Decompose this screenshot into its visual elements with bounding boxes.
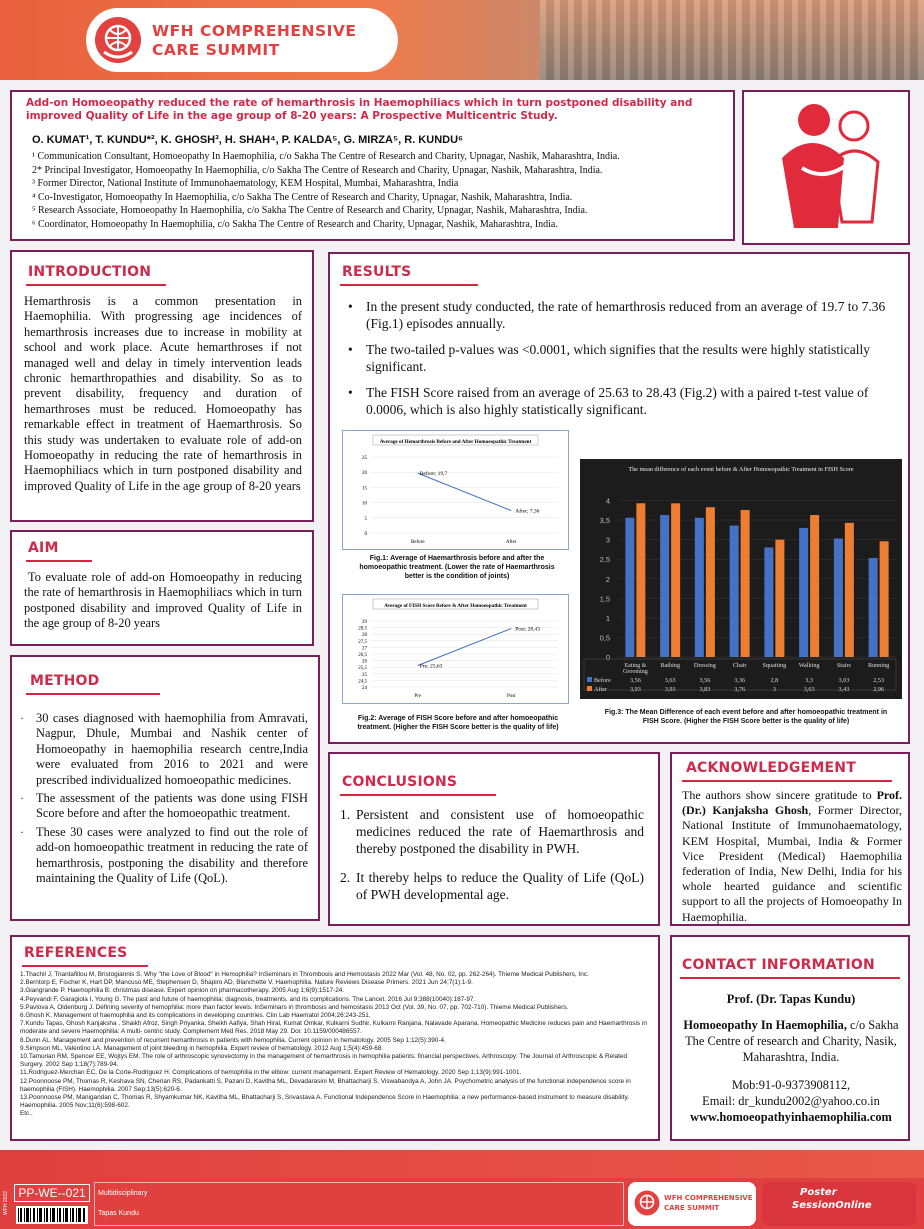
affiliation-3: ³ Former Director, National Institute of Immunohaematology, KEM Hospital, Mumbai, Maharashtra, India: [32, 178, 459, 190]
method-heading: METHOD: [30, 673, 100, 689]
title-panel: [10, 90, 735, 241]
footer-info-box: [94, 1182, 624, 1226]
logo-panel: [742, 90, 910, 245]
bar-after: [810, 515, 819, 657]
affiliation-2: 2* Principal Investigator, Homoeopathy In Haemophilia, c/o Sakha The Centre of Research and Charity, Upnagar, Nashik, Maharashtra, India.: [32, 164, 603, 176]
contact-mobile: Mob:91-0-9373908112,: [731, 1078, 851, 1092]
table-value: 3,83: [699, 686, 711, 693]
series-line: [418, 473, 512, 511]
table-value: 3,56: [629, 677, 641, 684]
wfh-globe-icon: [94, 16, 142, 64]
poster-id: PP-WE--021: [14, 1184, 90, 1202]
contact-email[interactable]: Email: dr_kundu2002@yahoo.co.in: [702, 1094, 880, 1108]
haemophilia-figures-logo: [762, 98, 894, 238]
acknowledgement-panel: [670, 752, 910, 926]
table-value: 2,8: [770, 677, 779, 684]
data-label: Pre; 25,63: [419, 663, 443, 670]
reference-item: 2.Berntorp E, Fischer K, Hart DP, Mancuso ME, Stephensen D, Shapiro AD, Blanchette V. Haemophilia. Nature Reviews Disease Primers. 2021 Jun 24;7(1):1-9.: [20, 979, 473, 987]
y-tick-label: 15: [362, 486, 367, 492]
x-tick-label: Stairs: [836, 662, 851, 669]
method-item-1: 30 cases diagnosed with haemophilia from Amravati, Nagpur, Dhule, Mumbai and Nashik center of Homoeopathy in haemophilia research centre,India were evaluated from 2016 to 2021 and were prescribed individualized homoeopathic medicines.: [36, 711, 308, 787]
fig2-caption: Fig.2: Average of FISH Score before and after homoeopathic treatment. (Higher the FISH Score better is the quality of life): [357, 715, 559, 731]
bar-before: [695, 518, 704, 657]
contact-panel: [670, 935, 910, 1141]
y-tick-label: 26,5: [358, 653, 367, 658]
x-tick-label: Post: [506, 694, 516, 699]
brand-line1: WFH COMPREHENSIVE: [152, 22, 357, 40]
y-tick-label: 20: [362, 471, 367, 477]
table-value: 3,03: [838, 677, 850, 684]
reference-item: 8.Dunn AL. Management and prevention of recurrent hemarthrosis in patients with hemophilia. Current opinion in hematology. 2005 Sep 1;12(5):390-4.: [20, 1036, 446, 1044]
fig3-caption: Fig.3: The Mean Difference of each event before and after homoeopathic treatment in FISH Score. (Higher the FISH Score better is the quality of life): [604, 709, 888, 725]
contact-org: Homoeopathy In Haemophilia, c/o Sakha The Centre of research and Charity, Nasik, Maharashtra, India.: [683, 1018, 899, 1064]
table-value: 2,53: [873, 677, 885, 684]
ack-pre: The authors show sincere gratitude to: [682, 788, 877, 802]
barcode-icon: [16, 1206, 88, 1224]
y-tick-label: 28: [362, 633, 367, 639]
result-item-3: • The FISH Score raised from an average of 25.63 to 28.43 (Fig.2) with a paired t-test value of 0.0006, which is also highly statistically significant.: [348, 384, 888, 418]
x-tick-label: Pre: [414, 694, 422, 699]
poster-title: Add-on Homoeopathy reduced the rate of hemarthrosis in Haemophiliacs which in turn postponed disability and improved Quality of Life in the age group of 8-20 years: A Prospective Multicentric Study.: [26, 97, 693, 122]
y-tick-label: 3,5: [599, 516, 610, 526]
x-tick-label: Eating &: [624, 663, 647, 669]
conclusions-list: 1. Persistent and consistent use of homoeopathic medicines reduced the rate of Haemarthrosis and thereby postponed the disability in PWH. 2. It thereby helps to reduce the Quality of Life (QoL) of PWH developmental age.: [340, 807, 644, 902]
table-value: 3,36: [734, 677, 746, 684]
footer-band: [0, 1150, 924, 1178]
introduction-text: Hemarthrosis is a common presentation in Haemophilia. With progressing age incidences of hemarthrosis increases due to increase in mobility at school and work place. Acute hemarthroses if not managed well and delay in timely intervention leads chronic hemarthropathies and disability. So as to prevent disability, frequency and duration of hemarthroses must be reduced. Homoeopathy has remarkable effect in treatment of Haemarthrosis. So this study was undertaken to evaluate role of add-on Homoeopathy in reducing the rate of hemarthrosis in Haemophiliacs which in turn postponed disability and improved Quality of Life in the age group of 8-20 years: [24, 294, 302, 493]
reference-item: Etc..: [20, 1110, 33, 1118]
chart-title: Average of Hemarthrosis Before and After Homoeopathic Treatment: [379, 439, 532, 445]
bar-before: [730, 526, 739, 657]
acknowledgement-text: [682, 788, 902, 925]
bar-after: [706, 507, 715, 657]
table-value: 3,93: [664, 686, 676, 693]
results-heading: RESULTS: [342, 264, 412, 280]
y-tick-label: 28,5: [358, 626, 367, 632]
reference-item: 5.Pavlova A, Oldenburg J. Defining severity of hemophilia: more than factor levels. InSeminars in thrombosis and hemostasis 2013 Oct (Vol. 39, No. 07, pp. 702-710). Thieme Medical Publishers.: [20, 1003, 569, 1011]
poster-session-online-logo: [762, 1182, 916, 1226]
y-tick-label: 27: [362, 646, 367, 652]
footer-category: Multidisciplinary: [98, 1190, 148, 1197]
acknowledgement-heading: ACKNOWLEDGEMENT: [686, 760, 856, 776]
contact-block: [680, 991, 902, 1125]
result-item-1: • In the present study conducted, the rate of hemarthrosis reduced from an average of 19.7 to 7.36 (Fig.1) episodes annually.: [348, 298, 888, 332]
footer-brand-line2: CARE SUMMIT: [664, 1204, 720, 1212]
bar-after: [775, 540, 784, 657]
wfh-logo-pill: [86, 8, 398, 72]
pso-line2: SessionOnline: [792, 1200, 872, 1211]
bar-before: [799, 528, 808, 657]
city-photo: [540, 0, 924, 80]
reference-item: 1.Thachil J, Triantafillou M, Bristogiannis S. Why "the Love of Blood" in Hemophilia? InSeminars in Thrombosis and Hemostasis 2022 Mar (Vol. 48, No. 02, pp. 262-264). Thieme Medical Publishers, Inc.: [20, 971, 589, 978]
y-tick-label: 25,5: [358, 666, 367, 672]
bar-before: [869, 558, 878, 657]
contact-website[interactable]: www.homoeopathyinhaemophilia.com: [690, 1110, 892, 1124]
references-heading: REFERENCES: [24, 945, 128, 961]
y-tick-label: 0,5: [599, 633, 610, 643]
y-tick-label: 25: [362, 456, 367, 461]
fig1-caption: Fig.1: Average of Haemarthrosis before and after the homoeopathic treatment. (Lower the rate of Haemarthrosis better is the condition of joints): [359, 555, 555, 580]
table-value: 3,93: [629, 686, 641, 693]
bar-after: [845, 523, 854, 657]
conclusion-item-1: Persistent and consistent use of homoeopathic medicines reduced the rate of Haemarthrosis and thereby postponed the disability in PWH.: [356, 807, 644, 856]
aim-panel: [10, 530, 314, 646]
affiliation-4: ⁴ Co-Investigator, Homoeopathy In Haemophilia, c/o Sakha The Centre of Research and Charity, Upnagar, Nashik, Maharashtra, India.: [32, 191, 573, 203]
reference-item: 13.Poonnoose PM, Manigandan C, Thomas R, Shyamkumar NK, Kavitha ML, Bhattacharji S, Srivastava A. Functional Independence Score in Haemophilia: a new performance-based instrument to measure disability. Haemophilia. 2005 Nov;11(6):598-602.: [20, 1094, 629, 1110]
heading-underline: [26, 693, 160, 695]
heading-underline: [22, 965, 148, 967]
y-tick-label: 0: [605, 653, 610, 662]
heading-underline: [340, 284, 478, 286]
reference-item: 7.Kundu Tapas, Ghosh Kanjaksha , Shaikh Afroz, Singh Priyanka, Sheikh Aafiya, Shah Hiral, Kumat Omkar, Kulkarni Sudhir, Kulkarni Ranjana, Nalavade Aparana. Homeopathic Medicine reduces pain and Haemarthrosis in moderate and severe Haemophilia: A multi- centric study. Complement Med Res. 2018 May 29. Doi: 10.1159/000486557.: [20, 1020, 647, 1036]
pso-line1: Poster: [800, 1187, 837, 1198]
x-tick-label: After: [505, 540, 517, 545]
reference-item: 12.Poonnoose PM, Thomas R, Keshava SN, Cherian RS, Padankatti S, Pazani D, Kavitha ML, Devadarasini M, Bhattacharji S, Viswabandya A, John JA. Psychometric analysis of the functional independence score in haemophilia (FISH). Haemophilia. 2007 Sep;13(5):620-6.: [20, 1077, 631, 1093]
table-value: 3,56: [699, 677, 711, 684]
affiliation-5: ⁵ Research Associate, Homoeopathy In Haemophilia, c/o Sakha The Centre of Research and Charity, Upnagar, Nashik, Maharashtra, India.: [32, 205, 588, 217]
introduction-heading: INTRODUCTION: [28, 264, 152, 280]
legend-swatch: [587, 677, 592, 682]
heading-underline: [682, 780, 892, 782]
bar-before: [764, 547, 773, 657]
heading-underline: [680, 977, 900, 979]
ack-name: Prof. (Dr.) Kanjaksha Ghosh: [682, 788, 902, 818]
bar-before: [625, 518, 634, 657]
x-tick-label: Chair: [732, 662, 747, 669]
fig3-svg: [580, 459, 902, 699]
results-list: [348, 298, 888, 427]
references-list: [20, 971, 652, 1119]
reference-item: 9.Simpson ML, Valentino LA. Management of joint bleeding in hemophilia. Expert review of hematology. 2012 Aug 1;5(4):459-68.: [20, 1044, 384, 1052]
table-value: 2,96: [873, 686, 885, 693]
affiliations: [32, 150, 732, 232]
y-tick-label: 4: [605, 496, 610, 506]
bar-after: [636, 503, 645, 657]
brand-line2: CARE SUMMIT: [152, 41, 280, 59]
y-tick-label: 1,5: [599, 594, 610, 604]
y-tick-label: 25: [362, 672, 367, 678]
contact-heading: CONTACT INFORMATION: [682, 957, 875, 973]
table-value: 3,63: [664, 677, 676, 684]
x-tick-label: Dressing: [693, 662, 716, 669]
wfh-globe-icon: [634, 1190, 660, 1216]
y-tick-label: 29: [362, 620, 367, 625]
reference-item: 11.Rodriguez-Merchan EC, De la Corte-Rodriguez H. Complications of hemophilia in the elbow: current management. Expert Review of Hematology. 2020 Sep 1;13(9):991-1001.: [20, 1069, 522, 1077]
y-tick-label: 5: [364, 516, 367, 522]
fig1-chart: [342, 430, 569, 550]
x-tick-label: Before: [410, 540, 425, 545]
y-tick-label: 3: [605, 535, 610, 545]
data-label: After; 7,36: [515, 508, 540, 515]
chart-title: The mean difference of each event before & After Homoeopathic Treatment in FISH Score: [628, 466, 854, 473]
y-tick-label: 24: [362, 686, 367, 691]
heading-underline: [26, 560, 92, 562]
y-tick-label: 10: [362, 501, 367, 507]
legend-label: After: [594, 686, 608, 693]
y-tick-label: 2: [605, 574, 610, 584]
table-value: 3: [772, 686, 776, 693]
footer-brand-line1: WFH COMPREHENSIVE: [664, 1194, 753, 1202]
fig2-svg: [343, 595, 568, 703]
y-tick-label: 1: [605, 613, 610, 623]
aim-heading: AIM: [28, 540, 59, 556]
bar-after: [880, 541, 889, 657]
ack-post: , Former Director, National Institute of Immunohaematology, KEM Hospital, Mumbai, India & Former Vice President (Medical) Haemophilia federation of India, New Delhi, India for his whole hearted guidance and scientific support to all the projects of Homoeopathy In Haemophilia.: [682, 803, 902, 924]
bar-after: [671, 503, 680, 657]
contact-name: Prof. (Dr. Tapas Kundu): [726, 992, 856, 1006]
footer-author: Tapas Kundu: [98, 1210, 139, 1217]
fig3-chart: [580, 459, 902, 699]
reference-item: 3.Giangrande P. Haemophilia B: christmas disease. Expert opinion on pharmacotherapy. 2005 Aug 1;6(9):1517-24.: [20, 987, 345, 995]
heading-underline: [340, 794, 496, 796]
y-tick-label: 27,5: [358, 639, 367, 645]
heading-underline: [26, 284, 166, 286]
legend-swatch: [587, 686, 592, 691]
x-tick-label: Bathing: [660, 662, 680, 669]
y-tick-label: 24,5: [358, 679, 367, 685]
data-label: Post; 28,43: [515, 626, 541, 633]
reference-item: 10.Tamurian RM, Spencer EE, Wojtys EM. The role of arthroscopic synovectomy in the management of hemarthrosis in hemophilia patients: financial perspectives. Arthroscopy: The Journal of Arthroscopic & Related Surgery. 2002 Sep 1;18(7):789-94.: [20, 1053, 628, 1069]
data-label: Before; 19,7: [419, 471, 448, 478]
method-list: · 30 cases diagnosed with haemophilia from Amravati, Nagpur, Dhule, Mumbai and Nashik center of Homoeopathy in haemophilia research centre,India were evaluated from 2016 to 2021 and were prescribed individualized homoeopathic medicines. · The assessment of the patients was done using FISH Score before and after the homoeopathic treatment. · These 30 cases were analyzed to find out the role of add-on homoeopathic treatment in reducing the rate of hemarthrosis, postponing the disability and therefore maintaining the Quality of Life (QoL).: [20, 711, 308, 886]
x-tick-label: Grooming: [623, 669, 648, 675]
reference-item: 4.Peyvandi F, Garagiola I, Young G. The past and future of haemophilia: diagnosis, treatments, and its complications. The Lancet. 2016 Jul 9;388(10040):187-97.: [20, 995, 476, 1003]
bar-before: [660, 515, 669, 657]
method-item-3: These 30 cases were analyzed to find out the role of add-on homoeopathic treatment in reducing the rate of hemarthrosis, postponing the disability and therefore maintaining the Quality of Life (QoL).: [36, 824, 308, 886]
footer-wfh-logo: [628, 1182, 756, 1226]
y-tick-label: 0: [364, 532, 367, 537]
references-panel: [10, 935, 660, 1141]
y-tick-label: 2,5: [599, 555, 610, 565]
authors-line: O. KUMAT¹, T. KUNDU*², K. GHOSH³, H. SHAH⁴, P. KALDA⁵, G. MIRZA⁵, R. KUNDU⁶: [32, 134, 464, 146]
conclusions-panel: [328, 752, 660, 926]
method-item-2: The assessment of the patients was done using FISH Score before and after the homoeopathic treatment.: [36, 791, 308, 821]
table-value: 3,76: [734, 686, 746, 693]
legend-label: Before: [594, 677, 611, 684]
reference-item: 6.Ghosh K. Management of haemophilia and its complications in developing countries. Clin Lab Haematol 2004;26:243-251.: [20, 1012, 371, 1020]
results-panel: [328, 252, 910, 744]
table-value: 3,63: [803, 686, 815, 693]
table-value: 3,3: [805, 677, 813, 684]
conclusions-heading: CONCLUSIONS: [342, 774, 458, 790]
affiliation-6: ⁶ Coordinator, Homoeopathy In Haemophilia, c/o Sakha The Centre of Research and Charity, Upnagar, Nashik, Maharashtra, India.: [32, 218, 558, 230]
aim-text: To evaluate role of add-on Homoeopathy in reducing the rate of hemarthrosis in Haemophiliacs which in turn postponed disability and improved Quality of Life in the age group of 8-20 years: [24, 570, 302, 631]
x-tick-label: Running: [867, 662, 890, 669]
fig1-svg: [343, 431, 568, 549]
introduction-panel: [10, 250, 314, 522]
result-item-2: • The two-tailed p-values was <0.0001, which signifies that the results were highly statistically significant.: [348, 341, 888, 375]
table-value: 3,43: [838, 686, 850, 693]
fig2-chart: [342, 594, 569, 704]
footer-side-code: WFH 2022: [2, 1191, 9, 1215]
x-tick-label: Walking: [798, 662, 820, 669]
affiliation-1: ¹ Communication Consultant, Homoeopathy In Haemophilia, c/o Sakha The Centre of Research and Charity, Upnagar, Nashik, Maharashtra, India.: [32, 151, 620, 162]
x-tick-label: Squatting: [762, 662, 787, 669]
conclusion-item-2: It thereby helps to reduce the Quality of Life (QoL) of PWH developmental age.: [356, 870, 644, 902]
bar-before: [834, 538, 843, 657]
y-tick-label: 26: [362, 659, 367, 665]
bar-after: [741, 510, 750, 657]
chart-title: Average of FISH Score Before & After Homoeopathic Treatment: [384, 603, 527, 609]
method-panel: [10, 655, 320, 921]
